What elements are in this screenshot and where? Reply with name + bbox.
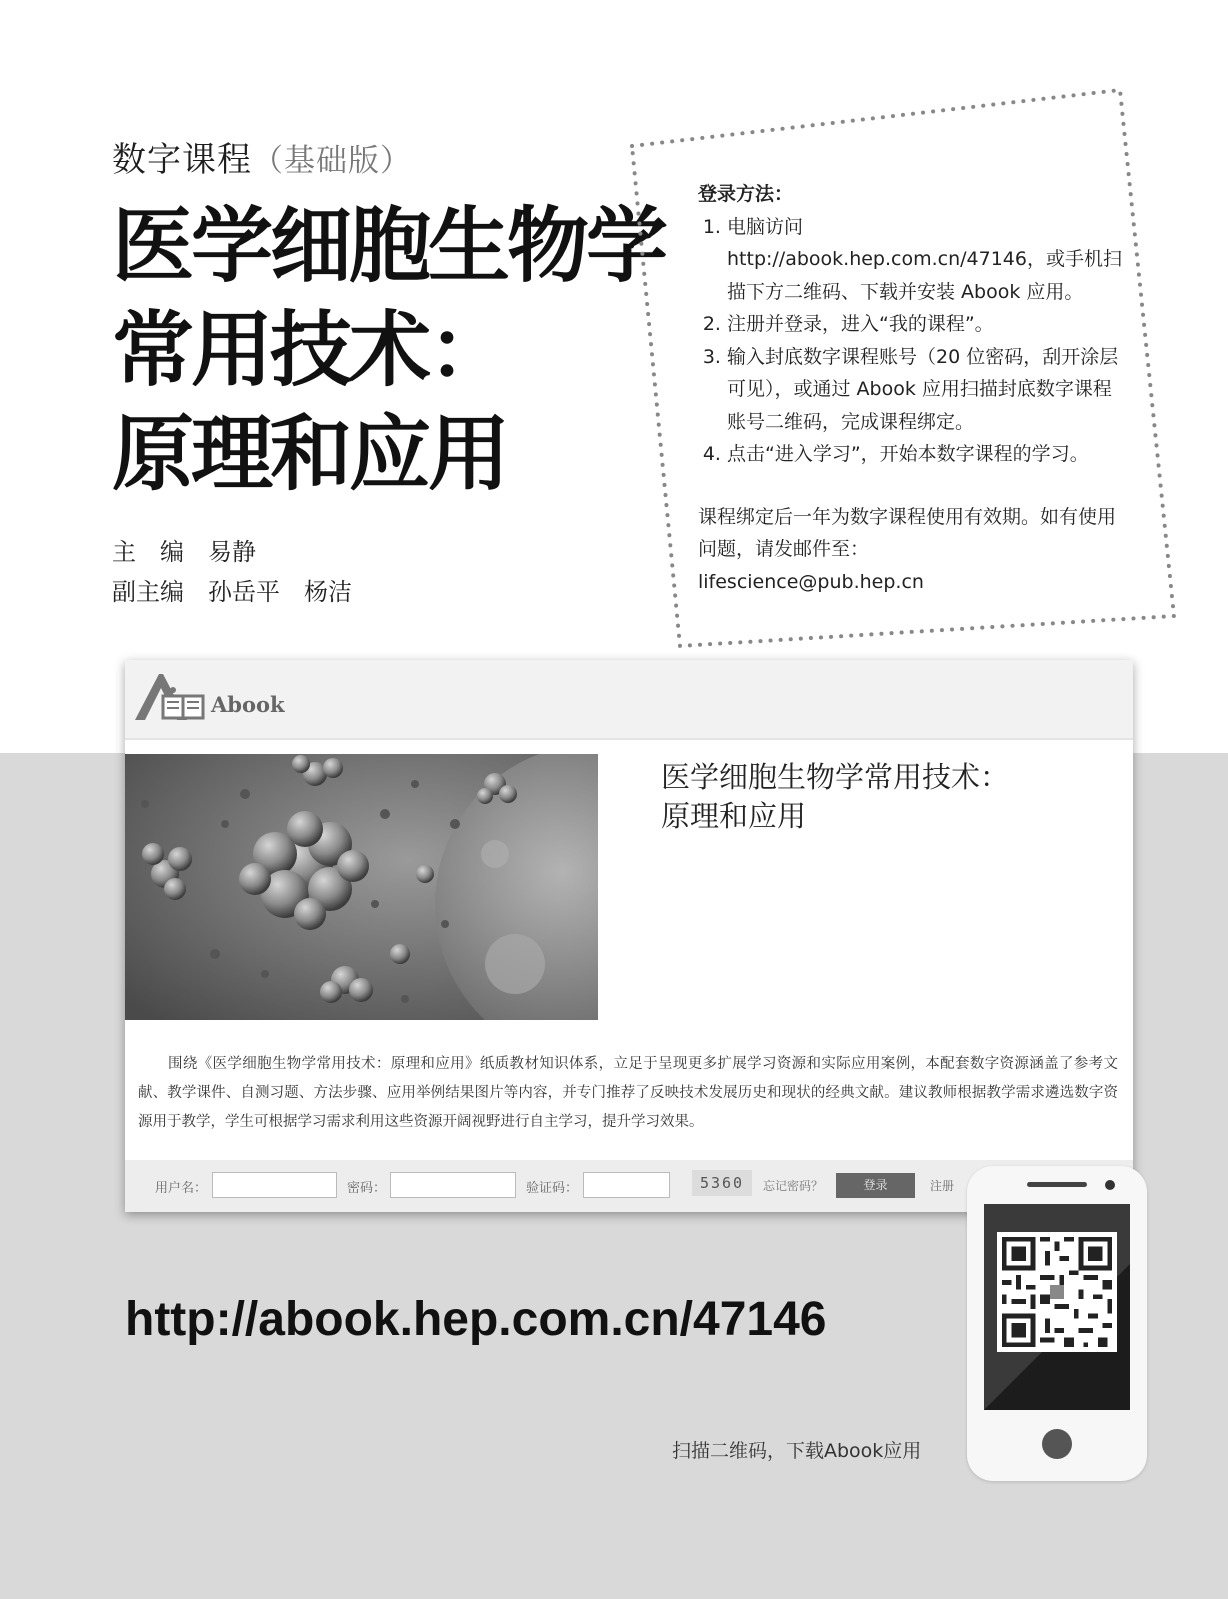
login-steps — [698, 211, 1128, 471]
deputy-editors: 副主编 孙岳平 杨洁 — [112, 578, 352, 606]
phone-speaker — [1027, 1182, 1087, 1187]
course-title-line: 原理和应用 — [661, 799, 807, 833]
course-url[interactable]: http://abook.hep.com.cn/47146 — [125, 1293, 827, 1346]
book-title — [112, 195, 666, 507]
phone-home-button — [1042, 1429, 1072, 1459]
qr-code[interactable] — [997, 1232, 1117, 1352]
password-label: 密码： — [347, 1181, 387, 1196]
title-line: 医学细胞生物学 — [112, 199, 666, 294]
site-header — [125, 660, 1133, 740]
password-input[interactable] — [390, 1172, 516, 1198]
captcha-label: 验证码： — [526, 1181, 579, 1196]
edition-label: （基础版） — [252, 143, 412, 179]
validity-notice: 课程绑定后一年为数字课程使用有效期。如有使用问题，请发邮件至： — [698, 505, 1117, 560]
scan-caption: 扫描二维码，下载Abook应用 — [672, 1440, 922, 1462]
phone-camera — [1105, 1180, 1115, 1190]
login-step: 2. 注册并登录，进入“我的课程”。 — [727, 308, 1128, 341]
register-link[interactable]: 注册 — [930, 1179, 955, 1193]
captcha-image[interactable]: 5360 — [692, 1170, 752, 1196]
username-label: 用户名： — [155, 1181, 208, 1196]
login-step: 1. 电脑访问 http://abook.hep.com.cn/47146，或手机扫描下方二维码、下载并安装 Abook 应用。 — [727, 211, 1128, 309]
editor-in-chief: 主 编 易静 — [112, 538, 256, 566]
contact-email[interactable]: lifescience@pub.hep.cn — [698, 570, 924, 593]
login-instructions — [698, 178, 1128, 598]
cells-hero-image — [125, 754, 598, 1020]
abook-logo-icon — [133, 670, 211, 726]
forgot-password-link[interactable]: 忘记密码？ — [763, 1179, 824, 1193]
login-heading: 登录方法： — [698, 183, 794, 205]
course-title — [661, 758, 1009, 836]
title-line: 原理和应用 — [112, 407, 508, 502]
editors — [112, 532, 352, 612]
login-step: 4. 点击“进入学习”，开始本数字课程的学习。 — [727, 438, 1128, 471]
captcha-input[interactable] — [583, 1172, 670, 1198]
course-series — [112, 132, 412, 181]
login-button[interactable]: 登录 — [836, 1173, 915, 1198]
course-title-line: 医学细胞生物学常用技术： — [661, 760, 1010, 794]
series-label: 数字课程 — [112, 140, 252, 180]
abook-logo[interactable] — [133, 670, 313, 730]
username-input[interactable] — [212, 1172, 337, 1198]
phone-illustration — [967, 1166, 1147, 1481]
abook-brand: Abook — [211, 692, 285, 717]
login-step: 3. 输入封底数字课程账号（20 位密码，刮开涂层可见），或通过 Abook 应用扫描封底数字课程账号二维码，完成课程绑定。 — [727, 341, 1128, 439]
title-line: 常用技术： — [112, 303, 508, 398]
course-description: 围绕《医学细胞生物学常用技术：原理和应用》纸质教材知识体系，立足于呈现更多扩展学习资源和实际应用案例，本配套数字资源涵盖了参考文献、教学课件、自测习题、方法步骤、应用举例结果图片等内容，并专门推荐了反映技术发展历史和现状的经典文献。建议教师根据教学需求遴选数字资源用于教学，学生可根据学习需求利用这些资源开阔视野进行自主学习，提升学习效果。 — [138, 1056, 1118, 1130]
abook-site-screenshot — [125, 660, 1133, 1212]
